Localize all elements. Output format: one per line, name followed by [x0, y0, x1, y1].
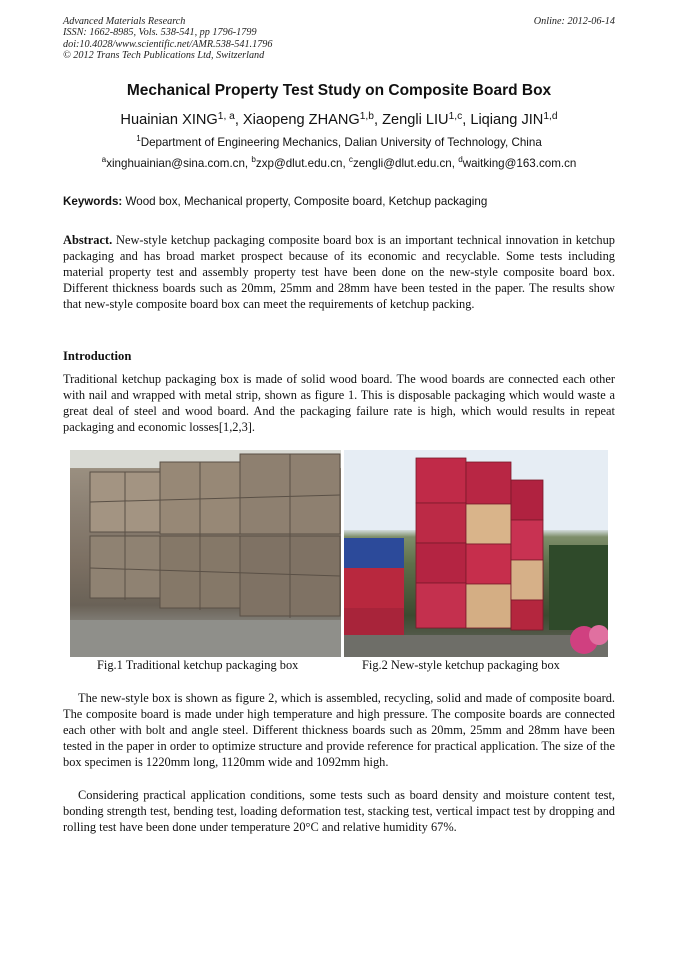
copyright-line: © 2012 Trans Tech Publications Ltd, Switzerland: [63, 50, 265, 62]
author-name: Xiaopeng ZHANG: [242, 112, 360, 128]
journal-name: Advanced Materials Research: [63, 16, 186, 27]
figure-1-photo: [70, 450, 341, 657]
author-name: Zengli LIU: [382, 112, 449, 128]
author-sup: 1,b: [359, 111, 374, 122]
figure-2-photo: [344, 450, 608, 657]
figure-2-caption: Fig.2 New-style ketchup packaging box: [362, 658, 560, 672]
email-list: [0, 157, 678, 170]
email-link[interactable]: waitking@163.com.cn: [462, 157, 577, 170]
abstract-label: Abstract.: [63, 233, 113, 247]
intro-paragraph-2: The new-style box is shown as figure 2, which is assembled, recycling, solid and made of composite board. The composite board is made under high temperature and high pressure. The composite boards are connected each other with bolt and angle steel. Different thickness boards such as 20mm, 25mm and 28mm have been tested in the paper in order to optimize structure and provide reference for practical application. The size of the box specimen is 1220mm long, 1120mm wide and 1092mm high.: [63, 691, 615, 770]
author-sup: 1,c: [448, 111, 463, 122]
affiliation-text: Department of Engineering Mechanics, Dalian University of Technology, China: [140, 136, 542, 149]
email-link[interactable]: zengli@dlut.edu.cn,: [352, 157, 455, 170]
email-link[interactable]: zxp@dlut.edu.cn,: [255, 157, 346, 170]
intro-paragraph-3: Considering practical application conditions, some tests such as board density and moisture content test, bonding strength test, bending test, loading deformation test, stacking test, vertical impact test by dropping and rolling test have been done under temperature 20°C and relative humidity 67%.: [63, 788, 615, 835]
journal-header: [63, 16, 272, 62]
author-name: Huainian XING: [120, 112, 218, 128]
author-list: Huainian XING$^{1, a}$, Xiaopeng ZHANG$^{1,b}$, Zengli LIU$^{1,c}$, Liqiang JIN$^{1,d}$: [120, 111, 558, 128]
author-name: Liqiang JIN: [470, 112, 544, 128]
author-sup: 1,d: [543, 111, 558, 122]
abstract-text: New-style ketchup packaging composite board box is an important technical innovation in ketchup packaging and has broad market prospect because of its economic and recyclable. Some tests including material property test and assembly property test have been done on the new-style composite board box. Different thickness boards such as 20mm, 25mm and 28mm have been tested in the paper. The results show that new-style composite board box can meet the requirements of ketchup packing.: [63, 233, 615, 312]
email-sup: a: [101, 155, 107, 164]
wood-boxes-illustration: [70, 450, 341, 657]
composite-boxes-illustration: [344, 450, 608, 657]
online-date: Online: 2012-06-14: [533, 16, 615, 27]
intro-paragraph-1: Traditional ketchup packaging box is made of solid wood board. The wood boards are connected each other with nail and wrapped with metal strip, shown as figure 1. This is disposable packaging which would waste a great deal of steel and wood board. And the packaging failure rate is high, which would results in repeat packaging and economic losses[1,2,3].: [63, 372, 615, 435]
doi-line: doi:10.4028/www.scientific.net/AMR.538-541.1796: [63, 38, 273, 50]
email-sup: b: [251, 155, 256, 164]
keywords-text: Wood box, Mechanical property, Composite board, Ketchup packaging: [125, 195, 488, 208]
affiliation: [0, 136, 678, 149]
issn-line: ISSN: 1662-8985, Vols. 538-541, pp 1796-1799: [63, 27, 257, 39]
email-link[interactable]: xinghuainian@sina.com.cn,: [106, 157, 249, 170]
email-sup: c: [348, 155, 353, 164]
section-heading-introduction: Introduction: [63, 349, 132, 363]
paper-title: Mechanical Property Test Study on Composite Board Box: [126, 82, 552, 99]
keywords: [63, 195, 615, 208]
affiliation-sup: 1: [136, 134, 141, 143]
author-sup: 1, a: [217, 111, 235, 122]
keywords-label: Keywords:: [63, 195, 123, 208]
abstract: [63, 232, 615, 312]
figure-1-caption: Fig.1 Traditional ketchup packaging box: [97, 658, 299, 672]
email-sup: d: [458, 155, 463, 164]
